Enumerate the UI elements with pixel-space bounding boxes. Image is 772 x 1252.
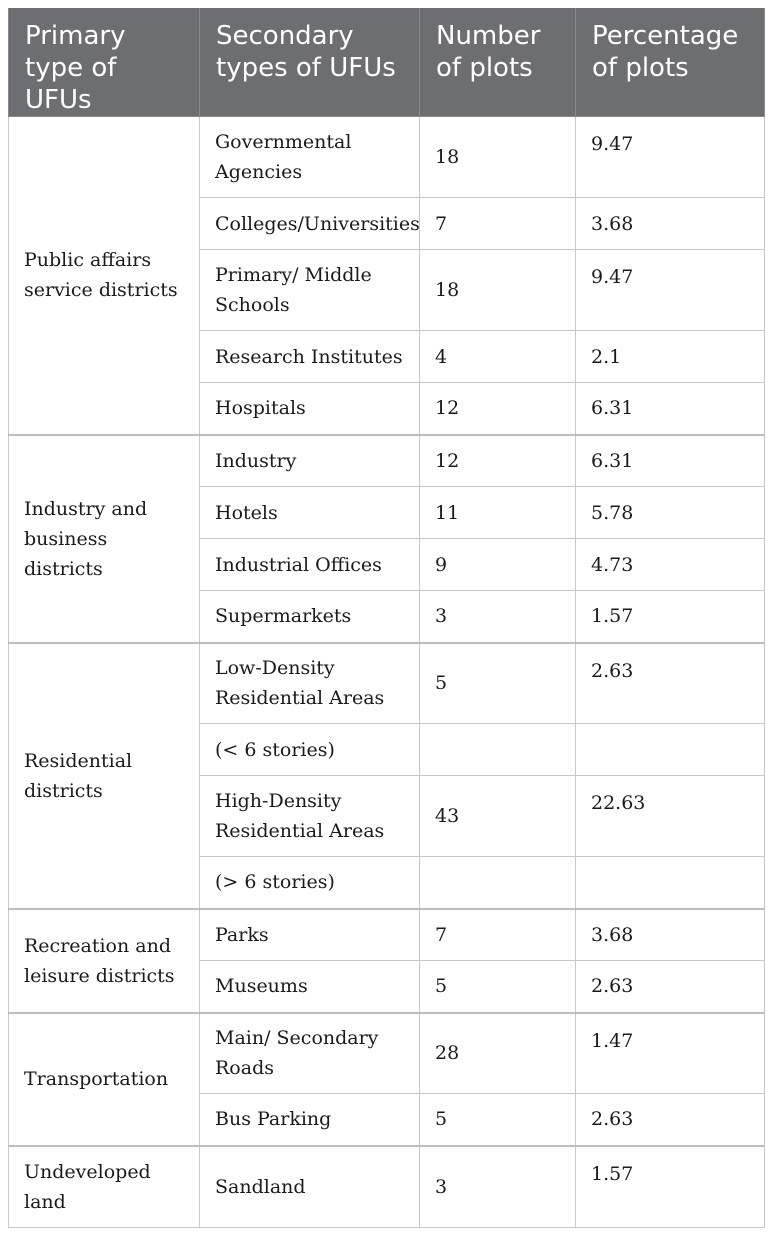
percentage-cell: 3.68 xyxy=(576,909,765,961)
number-cell: 5 xyxy=(420,961,576,1013)
table-row xyxy=(9,1013,765,1094)
percentage-cell: 1.57 xyxy=(576,1146,765,1228)
number-cell: 28 xyxy=(420,1013,576,1094)
number-cell: 18 xyxy=(420,250,576,331)
table-row xyxy=(9,643,765,724)
table-row xyxy=(9,1146,765,1228)
percentage-cell: 3.68 xyxy=(576,198,765,250)
number-cell: 18 xyxy=(420,117,576,198)
secondary-type-cell: Sandland xyxy=(200,1146,420,1228)
number-cell: 12 xyxy=(420,435,576,487)
secondary-type-cell: Hotels xyxy=(200,487,420,539)
number-cell: 5 xyxy=(420,1094,576,1146)
percentage-cell xyxy=(576,724,765,776)
secondary-type-cell: Main/ Secondary Roads xyxy=(200,1013,420,1094)
number-cell: 12 xyxy=(420,383,576,435)
secondary-type-cell: Primary/ Middle Schools xyxy=(200,250,420,331)
secondary-type-cell: Colleges/Universities xyxy=(200,198,420,250)
primary-type-cell: Industry and business districts xyxy=(9,435,200,643)
percentage-cell: 4.73 xyxy=(576,539,765,591)
secondary-type-cell: Governmental Agencies xyxy=(200,117,420,198)
secondary-type-cell: Hospitals xyxy=(200,383,420,435)
secondary-type-cell: Supermarkets xyxy=(200,591,420,643)
table-row xyxy=(9,909,765,961)
secondary-type-cell: Research Institutes xyxy=(200,331,420,383)
table-row xyxy=(9,435,765,487)
secondary-type-cell: High-Density Residential Areas xyxy=(200,776,420,857)
header-secondary-types: Secondary types of UFUs xyxy=(200,8,420,117)
percentage-cell: 1.47 xyxy=(576,1013,765,1094)
number-cell: 5 xyxy=(420,643,576,724)
secondary-type-cell: Low-Density Residential Areas xyxy=(200,643,420,724)
primary-type-cell: Transportation xyxy=(9,1013,200,1146)
percentage-cell: 22.63 xyxy=(576,776,765,857)
percentage-cell: 2.1 xyxy=(576,331,765,383)
secondary-type-cell: (> 6 stories) xyxy=(200,857,420,909)
percentage-cell: 5.78 xyxy=(576,487,765,539)
percentage-cell: 2.63 xyxy=(576,961,765,1013)
ufu-table xyxy=(8,8,765,1228)
percentage-cell xyxy=(576,857,765,909)
percentage-cell: 6.31 xyxy=(576,435,765,487)
table-row xyxy=(9,117,765,198)
number-cell: 3 xyxy=(420,591,576,643)
header-number-of-plots: Number of plots xyxy=(420,8,576,117)
percentage-cell: 9.47 xyxy=(576,117,765,198)
number-cell: 4 xyxy=(420,331,576,383)
number-cell xyxy=(420,724,576,776)
percentage-cell: 2.63 xyxy=(576,1094,765,1146)
secondary-type-cell: Museums xyxy=(200,961,420,1013)
percentage-cell: 2.63 xyxy=(576,643,765,724)
primary-type-cell: Recreation and leisure districts xyxy=(9,909,200,1013)
percentage-cell: 6.31 xyxy=(576,383,765,435)
number-cell: 7 xyxy=(420,909,576,961)
secondary-type-cell: (< 6 stories) xyxy=(200,724,420,776)
percentage-cell: 1.57 xyxy=(576,591,765,643)
primary-type-cell: Residential districts xyxy=(9,643,200,909)
number-cell: 7 xyxy=(420,198,576,250)
secondary-type-cell: Parks xyxy=(200,909,420,961)
number-cell: 43 xyxy=(420,776,576,857)
primary-type-cell: Undeveloped land xyxy=(9,1146,200,1228)
percentage-cell: 9.47 xyxy=(576,250,765,331)
header-primary-type: Primary type of UFUs xyxy=(9,8,200,117)
secondary-type-cell: Industrial Offices xyxy=(200,539,420,591)
header-row xyxy=(9,8,765,117)
secondary-type-cell: Industry xyxy=(200,435,420,487)
secondary-type-cell: Bus Parking xyxy=(200,1094,420,1146)
number-cell: 11 xyxy=(420,487,576,539)
number-cell xyxy=(420,857,576,909)
number-cell: 9 xyxy=(420,539,576,591)
primary-type-cell: Public affairs service districts xyxy=(9,117,200,435)
number-cell: 3 xyxy=(420,1146,576,1228)
header-percentage-of-plots: Percentage of plots xyxy=(576,8,765,117)
